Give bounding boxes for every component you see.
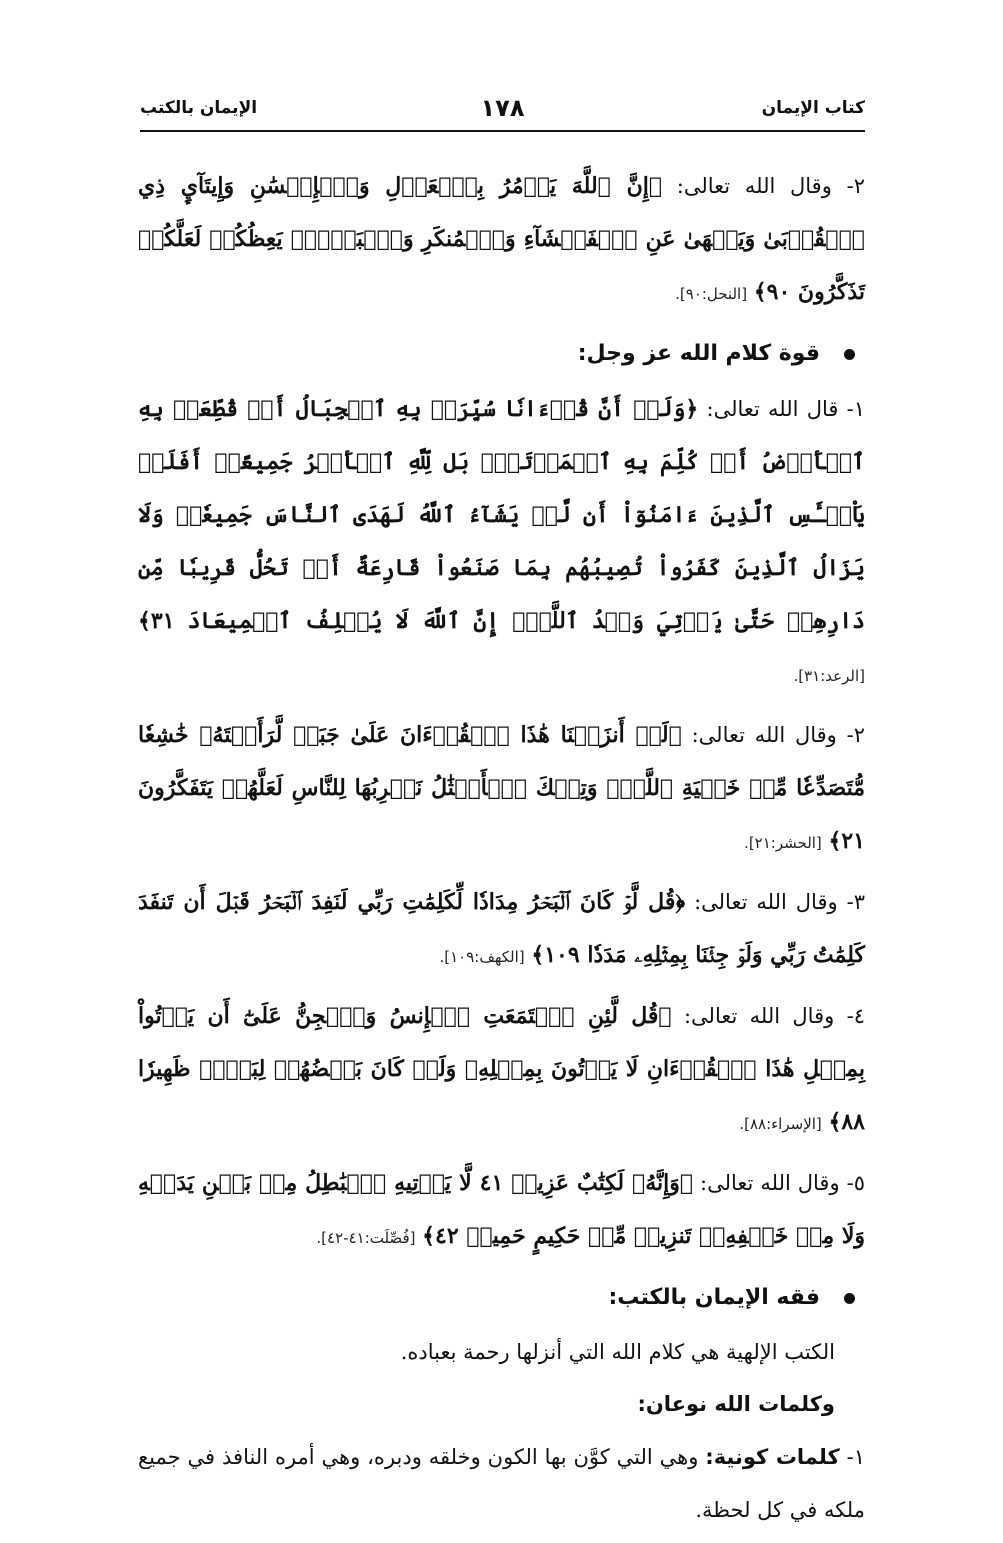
- quran-verse: ﴿قُل لَّئِنِ ٱجۡتَمَعَتِ ٱلۡإِنسُ وَٱلۡجِنُّ عَلَىٰٓ أَن يَأۡتُواْ بِمِثۡلِ هَٰذَا ٱلۡقُرۡءَانِ لَا يَأۡتُونَ بِمِثۡلِهِۦ وَلَوۡ كَانَ بَعۡضُهُمۡ لِبَعۡضٖ ظَهِيرٗا ٨٨﴾: [138, 1003, 865, 1135]
- verse-reference: [الرعد:٣١].: [793, 667, 865, 685]
- bullet-icon: [844, 349, 855, 360]
- quran-verse: ﴿إِنَّ ٱللَّهَ يَأۡمُرُ بِٱلۡعَدۡلِ وَٱلۡإِحۡسَٰنِ وَإِيتَآيِٕ ذِي ٱلۡقُرۡبَىٰ وَيَنۡهَىٰ عَنِ ٱلۡفَحۡشَآءِ وَٱلۡمُنكَرِ وَٱلۡبَغۡيِۚ يَعِظُكُمۡ لَعَلَّكُمۡ تَذَكَّرُونَ ٩٠﴾: [138, 173, 865, 305]
- item-text: وهي التي كوَّن بها الكون وخلقه ودبره، وهي أمره النافذ في جميع ملكه في كل لحظة.: [138, 1445, 865, 1522]
- item-number: ٤-: [846, 1004, 865, 1028]
- strength-heading: [138, 329, 865, 379]
- heading-text: قوة كلام الله عز وجل:: [577, 341, 820, 366]
- item-lead: وقال الله تعالى:: [683, 1004, 835, 1028]
- item-number: ١-: [846, 1445, 865, 1469]
- item-lead: وقال الله تعالى:: [676, 174, 832, 198]
- item-lead: وقال الله تعالى:: [700, 1171, 840, 1195]
- quran-verse: ﴿وَلَوۡ أَنَّ قُرۡءَانٗا سُيِّرَتۡ بِهِ ٱلۡجِبَالُ أَوۡ قُطِّعَتۡ بِهِ ٱلۡأَرۡضُ أَوۡ كُلِّمَ بِهِ ٱلۡمَوۡتَىٰۗ بَل لِّلَّهِ ٱلۡأَمۡرُ جَمِيعًاۗ أَفَلَمۡ يَاْيۡـَٔسِ ٱلَّذِينَ ءَامَنُوٓاْ أَن لَّوۡ يَشَآءُ ٱللَّهُ لَهَدَى ٱلنَّاسَ جَمِيعٗاۗ وَلَا يَزَالُ ٱلَّذِينَ كَفَرُواْ تُصِيبُهُم بِمَا صَنَعُواْ قَارِعَةٌ أَوۡ تَحُلُّ قَرِيبٗا مِّن دَارِهِمۡ حَتَّىٰ يَأۡتِيَ وَعۡدُ ٱللَّهِۚ إِنَّ ٱللَّهَ لَا يُخۡلِفُ ٱلۡمِيعَادَ ٣١﴾: [138, 396, 865, 634]
- quran-verse: ﴿وَإِنَّهُۥ لَكِتَٰبٌ عَزِيزٞ ٤١ لَّا يَأۡتِيهِ ٱلۡبَٰطِلُ مِنۢ بَيۡنِ يَدَيۡهِ وَلَا مِنۡ خَلۡفِهِۦۖ تَنزِيلٞ مِّنۡ حَكِيمٍ حَمِيدٖ ٤٢﴾: [138, 1170, 865, 1249]
- fiqh-heading: [138, 1273, 865, 1323]
- verse-reference: [النحل:٩٠].: [675, 285, 748, 303]
- item-lead: وقال الله تعالى:: [694, 890, 838, 914]
- item-lead: قال الله تعالى:: [706, 397, 839, 421]
- item-number: ٥-: [846, 1171, 865, 1195]
- page-body: [138, 160, 865, 1543]
- verse-reference: [فُصِّلَت:٤١-٤٢].: [316, 1229, 416, 1247]
- verse-reference: [الكهف:١٠٩].: [439, 948, 525, 966]
- strength-item-2: [138, 709, 865, 870]
- strength-item-1: [138, 383, 865, 703]
- item-number: ٣-: [846, 890, 865, 914]
- header-rule: [140, 130, 865, 132]
- fiqh-line-2: وكلمات الله نوعان:: [637, 1392, 835, 1416]
- item-number: ٢-: [846, 174, 865, 198]
- page-header: [140, 94, 865, 130]
- quran-verse: ﴿قُل لَّوۡ كَانَ ٱلۡبَحۡرُ مِدَادٗا لِّكَلِمَٰتِ رَبِّي لَنَفِدَ ٱلۡبَحۡرُ قَبۡلَ أَن تَنفَدَ كَلِمَٰتُ رَبِّي وَلَوۡ جِئۡنَا بِمِثۡلِهِۦ مَدَدٗا ١٠٩﴾: [138, 889, 865, 968]
- item-term: كلمات كونية:: [705, 1445, 840, 1469]
- item-number: ٢-: [846, 723, 865, 747]
- page-number: ١٧٨: [480, 94, 525, 122]
- strength-item-3: [138, 876, 865, 984]
- section-title: الإيمان بالكتب: [140, 98, 258, 118]
- fiqh-item-1: [138, 1431, 865, 1537]
- verse-reference: [الحشر:٢١].: [744, 834, 822, 852]
- bullet-icon: [844, 1293, 855, 1304]
- intro-item-2: [138, 160, 865, 321]
- chapter-title: كتاب الإيمان: [761, 98, 865, 118]
- fiqh-line-1: الكتب الإلهية هي كلام الله التي أنزلها رحمة بعباده.: [400, 1340, 835, 1364]
- strength-item-4: [138, 990, 865, 1151]
- quran-verse: ﴿لَوۡ أَنزَلۡنَا هَٰذَا ٱلۡقُرۡءَانَ عَلَىٰ جَبَلٖ لَّرَأَيۡتَهُۥ خَٰشِعٗا مُّتَصَدِّعٗا مِّنۡ خَشۡيَةِ ٱللَّهِۚ وَتِلۡكَ ٱلۡأَمۡثَٰلُ نَضۡرِبُهَا لِلنَّاسِ لَعَلَّهُمۡ يَتَفَكَّرُونَ ٢١﴾: [138, 722, 865, 854]
- item-lead: وقال الله تعالى:: [691, 723, 837, 747]
- strength-item-5: [138, 1157, 865, 1265]
- verse-reference: [الإسراء:٨٨].: [739, 1115, 822, 1133]
- item-number: ١-: [846, 397, 865, 421]
- heading-text: فقه الإيمان بالكتب:: [608, 1285, 820, 1310]
